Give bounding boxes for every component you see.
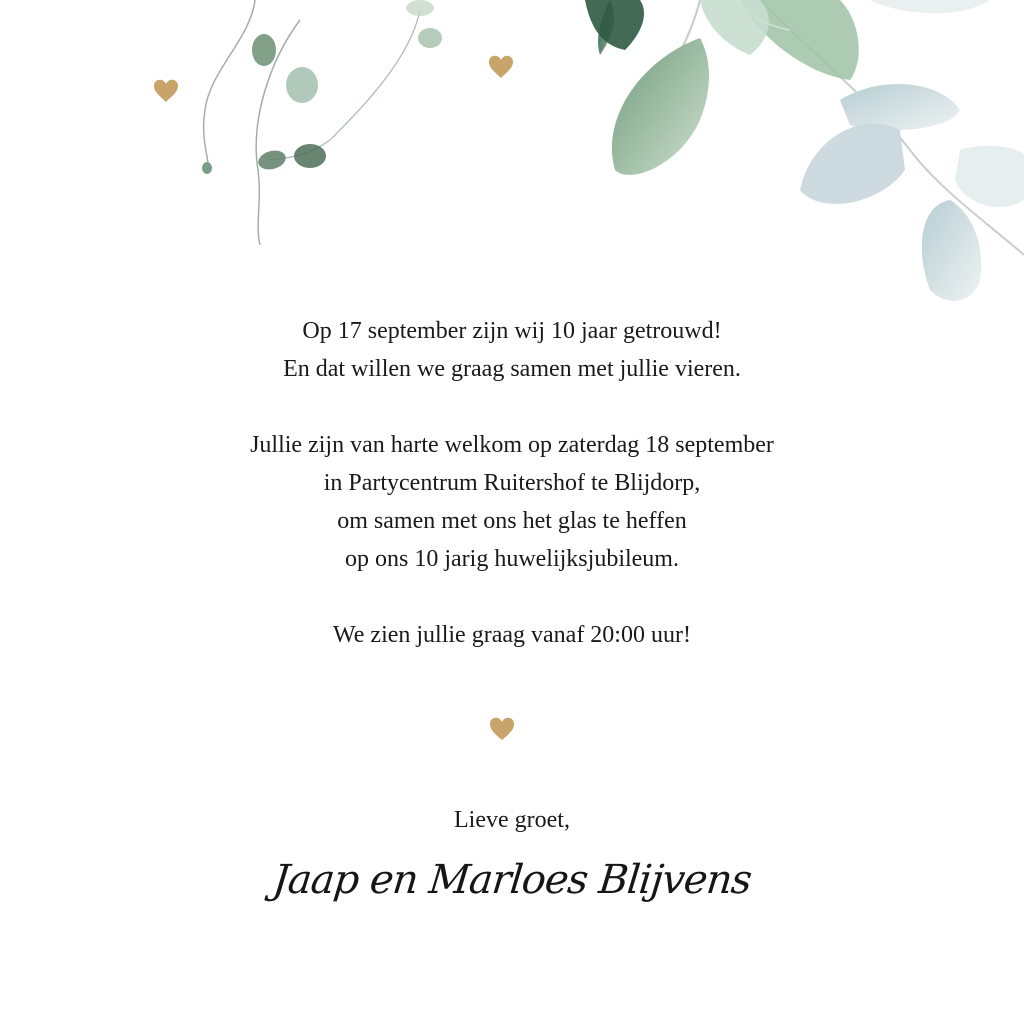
invitation-line-7: op ons 10 jarig huwelijksjubileum.	[345, 546, 679, 572]
heart-icon	[154, 80, 178, 102]
right-eucalyptus	[585, 0, 1024, 301]
paragraph-gap	[112, 578, 912, 616]
invitation-line-4: Jullie zijn van harte welkom op zaterdag 18 september	[250, 432, 774, 458]
invitation-line-6: om samen met ons het glas te heffen	[337, 508, 687, 534]
heart-icon	[489, 56, 513, 78]
paragraph-gap	[112, 388, 912, 426]
invitation-line-1: Op 17 september zijn wij 10 jaar getrouwd!	[302, 318, 722, 344]
signature: Jaap en Marloes Blijvens	[270, 857, 754, 903]
invitation-line-9: We zien jullie graag vanaf 20:00 uur!	[333, 622, 691, 648]
invitation-line-5: in Partycentrum Ruitershof te Blijdorp,	[323, 470, 701, 496]
heart-icon	[489, 717, 515, 741]
eucalyptus-decoration	[0, 0, 1024, 320]
left-vine	[202, 0, 442, 245]
invitation-text	[112, 312, 912, 654]
greeting: Lieve groet,	[454, 807, 570, 833]
invitation-line-2: En dat willen we graag samen met jullie vieren.	[283, 356, 741, 382]
